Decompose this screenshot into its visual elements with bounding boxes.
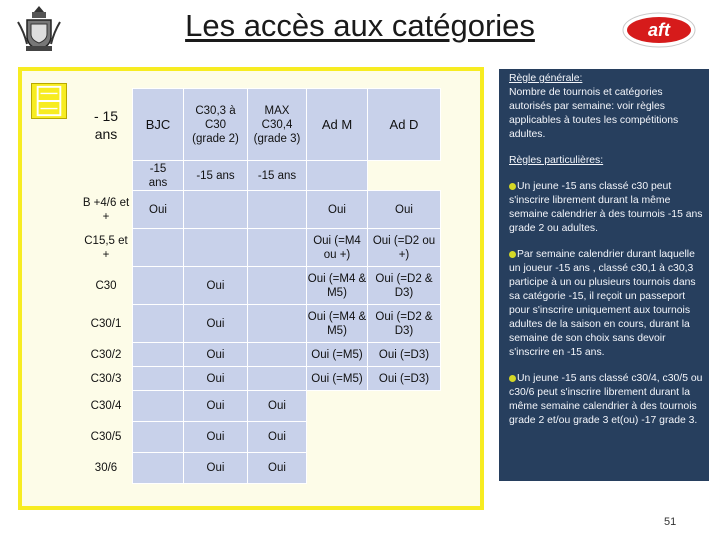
subheader-c2: -15 ans	[184, 161, 248, 191]
table-cell: Oui (=D2 ou +)	[368, 229, 441, 267]
table-cell: Oui	[184, 343, 248, 367]
header-bjc: BJC	[133, 89, 184, 161]
table-cell: Oui (=D3)	[368, 367, 441, 391]
table-cell: Oui (=M4 & M5)	[307, 305, 368, 343]
table-cell	[133, 391, 184, 422]
table-cell: Oui	[184, 422, 248, 453]
row-label: C15,5 et +	[84, 234, 128, 261]
table-cell	[368, 391, 441, 422]
table-cell: Oui (=M5)	[307, 343, 368, 367]
bullet-icon	[509, 375, 516, 382]
table-cell: Oui	[307, 191, 368, 229]
table-cell: Oui (=D3)	[368, 343, 441, 367]
table-cell	[368, 422, 441, 453]
table-row	[80, 422, 441, 453]
category-access-table	[80, 88, 441, 484]
table-cell	[184, 191, 248, 229]
table-cell	[133, 343, 184, 367]
aft-logo-text: aft	[648, 20, 670, 40]
table-cell	[133, 367, 184, 391]
header-grade3: MAX C30,4 (grade 3)	[248, 89, 307, 161]
header-ad-m: Ad M	[307, 89, 368, 161]
table-row	[80, 191, 441, 229]
table-cell	[184, 229, 248, 267]
table-cell: Oui	[133, 191, 184, 229]
table-cell: Oui	[184, 391, 248, 422]
table-cell: Oui	[184, 267, 248, 305]
table-cell: Oui (=M4 & M5)	[307, 267, 368, 305]
table-cell: Oui	[248, 391, 307, 422]
general-rule-text: Nombre de tournois et catégories autorisés par semaine: voir règles applicables à toutes les compétitions adultes.	[509, 87, 679, 140]
table-subheader-row	[80, 161, 441, 191]
slide-title: Les accès aux catégories	[185, 8, 535, 43]
crest-logo	[12, 2, 66, 56]
bullet-icon	[509, 183, 516, 190]
rule-bullet: Un jeune -15 ans classé c30 peut s'inscrire librement durant la même semaine calendrier à des tournois -15 ans grade 2 ou adultes.	[509, 181, 703, 234]
particular-rules-heading: Règles particulières:	[509, 155, 604, 166]
rule-bullet: Par semaine calendrier durant laquelle un joueur -15 ans , classé c30,1 à c30,3 participe à un ou plusieurs tournois dans sa catégorie -15, il reçoit un passeport pour s'inscrire uniquement aux tournois adultes de la saison en cours, durant la semaine de son choix sans devoir s'inscrire en -15 ans.	[509, 249, 696, 358]
table-cell: Oui	[248, 422, 307, 453]
rules-panel	[499, 69, 709, 481]
row-label: C30/2	[90, 348, 122, 361]
row-label: C30/3	[90, 372, 122, 385]
table-cell: Oui (=D2 & D3)	[368, 267, 441, 305]
header-ad-d: Ad D	[368, 89, 441, 161]
rule-bullet: Un jeune -15 ans classé c30/4, c30/5 ou c30/6 peut s'inscrire librement durant la même semaine calendrier à des tournois grade 2 et/ou grade 3 et(ou) -17 grade 3.	[509, 373, 703, 426]
row-label: C30/1	[90, 317, 122, 330]
table-row	[80, 267, 441, 305]
table-cell: Oui (=D2 & D3)	[368, 305, 441, 343]
page-number: 51	[664, 516, 677, 528]
bullet-icon	[509, 251, 516, 258]
table-header-row	[80, 89, 441, 161]
table-cell	[248, 343, 307, 367]
row-label: C30	[95, 279, 117, 292]
table-cell: Oui	[184, 453, 248, 484]
table-cell	[307, 391, 368, 422]
table-cell: Oui (=M5)	[307, 367, 368, 391]
table-cell	[248, 191, 307, 229]
row-label: B +4/6 et +	[82, 196, 130, 223]
table-cell: Oui (=M4 ou +)	[307, 229, 368, 267]
tennis-court-icon	[31, 83, 67, 119]
table-cell	[133, 305, 184, 343]
row-label: C30/5	[90, 431, 122, 443]
table-cell	[307, 422, 368, 453]
table-row	[80, 367, 441, 391]
table-cell: Oui	[184, 367, 248, 391]
table-cell	[248, 229, 307, 267]
table-cell	[368, 453, 441, 484]
table-cell	[248, 305, 307, 343]
subheader-c3: -15 ans	[248, 161, 307, 191]
row-label: C30/4	[90, 400, 122, 412]
general-rule-heading: Règle générale:	[509, 73, 583, 84]
table-row	[80, 391, 441, 422]
age-label: - 15 ans	[93, 107, 119, 142]
table-cell	[133, 267, 184, 305]
table-cell	[133, 422, 184, 453]
subheader-c1: -15 ans	[133, 161, 184, 191]
table-row	[80, 343, 441, 367]
table-row	[80, 305, 441, 343]
table-cell	[248, 267, 307, 305]
table-cell	[307, 453, 368, 484]
table-cell	[248, 367, 307, 391]
table-cell: Oui	[248, 453, 307, 484]
table-cell: Oui	[184, 305, 248, 343]
header-grade2: C30,3 à C30 (grade 2)	[184, 89, 248, 161]
table-row	[80, 229, 441, 267]
table-cell	[133, 453, 184, 484]
row-label: 30/6	[94, 462, 118, 474]
table-cell: Oui	[368, 191, 441, 229]
table-cell	[133, 229, 184, 267]
table-row	[80, 453, 441, 484]
aft-logo	[622, 12, 696, 48]
